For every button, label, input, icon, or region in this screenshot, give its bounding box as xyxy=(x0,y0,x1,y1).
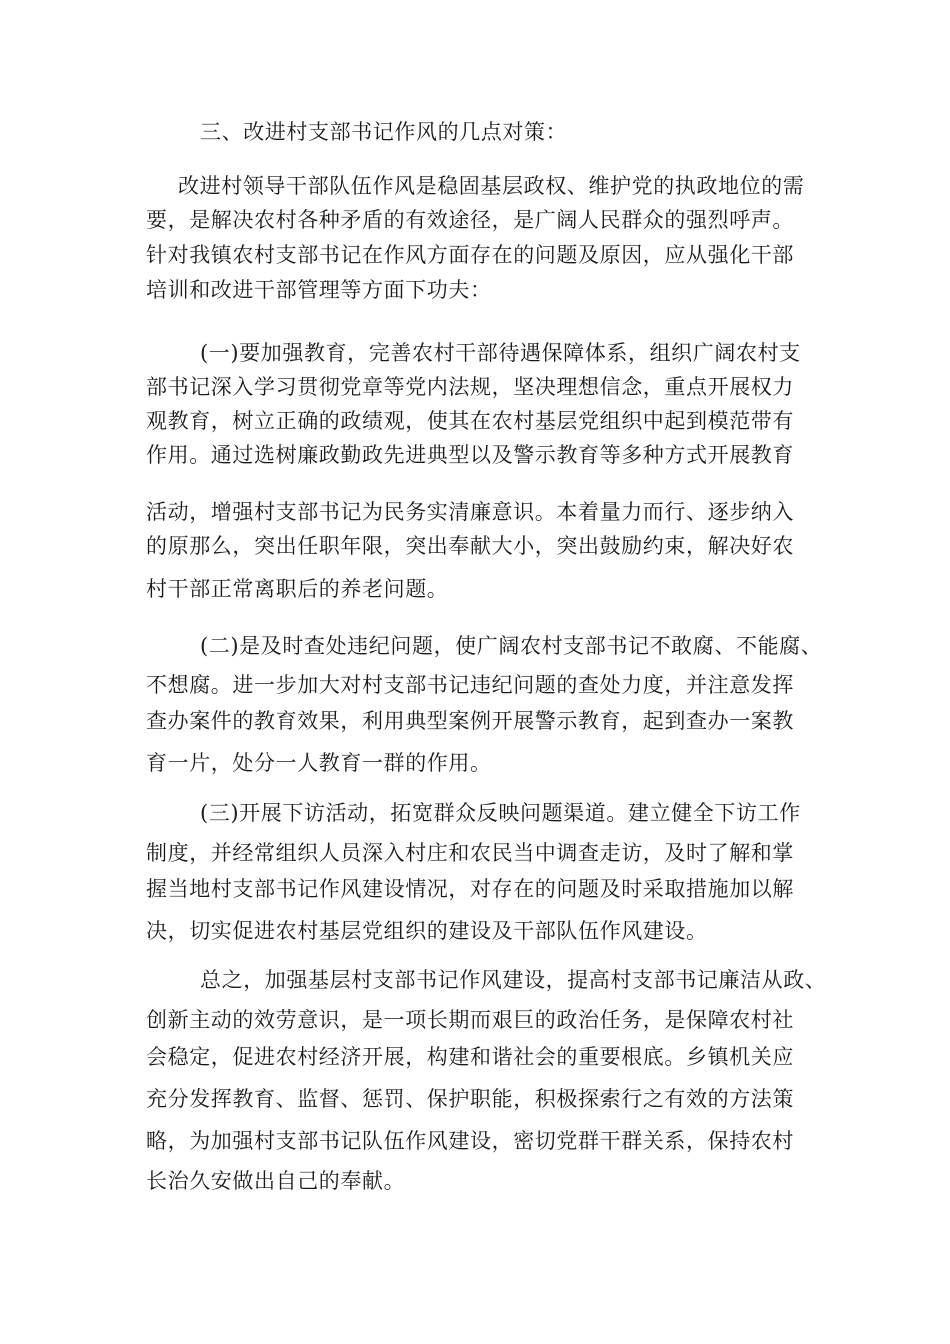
conclusion-line: 略，为加强村支部书记队伍作风建设，密切党群干群关系，保持农村 xyxy=(146,1129,794,1153)
intro-line: 要，是解决农村各种矛盾的有效途径，是广阔人民群众的强烈呼声。 xyxy=(146,208,794,232)
item3-line: 握当地村支部书记作风建设情况，对存在的问题及时采取措施加以解 xyxy=(146,877,794,901)
intro-line: 改进村领导干部队伍作风是稳固基层政权、维护党的执政地位的需 xyxy=(178,174,805,198)
intro-line: 针对我镇农村支部书记在作风方面存在的问题及原因，应从强化干部 xyxy=(146,243,794,267)
item1-line: (一)要加强教育，完善农村干部待遇保障体系，组织广阔农村支 xyxy=(200,341,801,365)
item2-line: 查办案件的教育效果，利用典型案例开展警示教育，起到查办一案教 xyxy=(146,709,794,733)
conclusion-line: 充分发挥教育、监督、惩罚、保护职能，积极探索行之有效的方法策 xyxy=(146,1087,794,1111)
item1-line: 观教育，树立正确的政绩观，使其在农村基层党组织中起到模范带有 xyxy=(146,409,794,433)
item1-line: 村干部正常离职后的养老问题。 xyxy=(146,577,449,601)
intro-line: 培训和改进干部管理等方面下功夫： xyxy=(146,278,492,302)
item1-line: 部书记深入学习贯彻党章等党内法规，坚决理想信念，重点开展权力 xyxy=(146,375,794,399)
item3-line: 决，切实促进农村基层党组织的建设及干部队伍作风建设。 xyxy=(146,919,708,943)
conclusion-line: 会稳定，促进农村经济开展，构建和谐社会的重要根底。乡镇机关应 xyxy=(146,1045,794,1069)
item2-line: 不想腐。进一步加大对村支部书记违纪问题的查处力度，并注意发挥 xyxy=(146,673,794,697)
item1-line: 的原那么，突出任职年限，突出奉献大小，突出鼓励约束，解决好农 xyxy=(146,534,794,558)
item2-line: (二)是及时查处违纪问题，使广阔农村支部书记不敢腐、不能腐、 xyxy=(200,634,823,658)
conclusion-line: 创新主动的效劳意识，是一项长期而艰巨的政治任务，是保障农村社 xyxy=(146,1008,794,1032)
conclusion-line: 长治久安做出自己的奉献。 xyxy=(146,1169,406,1193)
item1-line: 活动，增强村支部书记为民务实清廉意识。本着量力而行、逐步纳入 xyxy=(146,500,794,524)
conclusion-line: 总之，加强基层村支部书记作风建设，提高村支部书记廉洁从政、 xyxy=(200,968,827,992)
item3-line: 制度，并经常组织人员深入村庄和农民当中调查走访，及时了解和掌 xyxy=(146,841,794,865)
item1-line: 作用。通过选树廉政勤政先进典型以及警示教育等多种方式开展教育 xyxy=(146,443,794,467)
section-heading: 三、改进村支部书记作风的几点对策： xyxy=(200,120,568,144)
item3-line: (三)开展下访活动，拓宽群众反映问题渠道。建立健全下访工作 xyxy=(200,801,801,825)
item2-line: 育一片，处分一人教育一群的作用。 xyxy=(146,751,492,775)
